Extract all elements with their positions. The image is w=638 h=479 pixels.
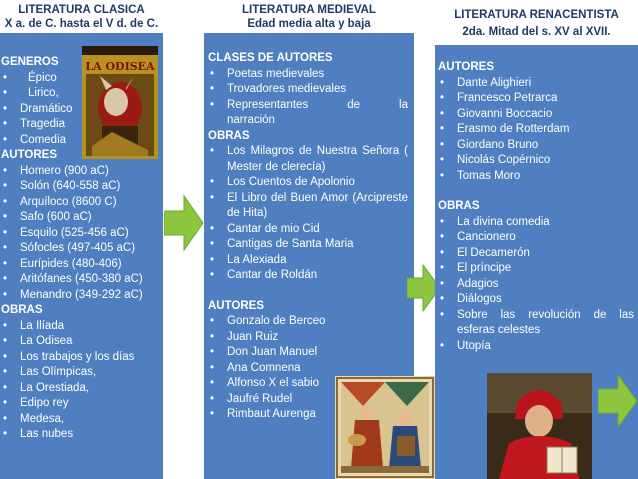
arrow-right-icon bbox=[598, 373, 638, 429]
list-item: • Dramático bbox=[1, 102, 163, 118]
list-obras bbox=[208, 144, 408, 284]
list-item: • Dante Alighieri bbox=[438, 76, 634, 92]
panel-title: LITERATURA MEDIEVAL bbox=[242, 4, 376, 16]
list-item: • El príncipe bbox=[438, 261, 634, 277]
list-item: • Las nubes bbox=[1, 427, 163, 443]
list-item: • Poetas medievales bbox=[208, 67, 408, 83]
list-item: • El Libro del Buen Amor (Arcipreste de Hita) bbox=[208, 191, 408, 222]
list-item: • Épico bbox=[1, 71, 163, 87]
list-obras bbox=[438, 215, 634, 355]
list-item: • Utopía bbox=[438, 339, 634, 355]
list-item: • El Decamerón bbox=[438, 246, 634, 262]
section-heading-obras: OBRAS bbox=[438, 200, 480, 212]
list-item: • Juan Ruiz bbox=[208, 330, 408, 346]
panel-header bbox=[0, 0, 163, 33]
section-heading-obras: OBRAS bbox=[208, 129, 250, 142]
list-item: • Edipo rey bbox=[1, 396, 163, 412]
list-autores bbox=[1, 164, 163, 304]
list-item: • Aritófanes (450-380 aC) bbox=[1, 272, 163, 288]
list-item: • La divina comedia bbox=[438, 215, 634, 231]
dante-portrait-image bbox=[487, 373, 592, 479]
list-item: • Sobre las revolución de las esferas celestes bbox=[438, 308, 634, 339]
medieval-musicians-image bbox=[335, 376, 435, 479]
list-item: • Tragedia bbox=[1, 117, 163, 133]
list-item: • La Odisea bbox=[1, 334, 163, 350]
panel-header bbox=[204, 0, 414, 33]
list-item: • Los Milagros de Nuestra Señora ( Mester de clerecía) bbox=[208, 144, 408, 175]
section-heading-autores: AUTORES bbox=[208, 299, 265, 312]
list-item: • Alfonso X el sabio bbox=[208, 376, 408, 392]
list-item: • Esquilo (525-456 aC) bbox=[1, 226, 163, 242]
list-item: • La Alexiada bbox=[208, 253, 408, 269]
list-item: • Lirico, bbox=[1, 86, 163, 102]
list-item: • Los trabajos y los días bbox=[1, 350, 163, 366]
list-item: • Erasmo de Rotterdam bbox=[438, 122, 634, 138]
arrow-right-icon bbox=[164, 194, 204, 252]
list-item: • Jaufré Rudel bbox=[208, 392, 408, 408]
list-item: • Gonzalo de Berceo bbox=[208, 314, 408, 330]
list-obras bbox=[1, 319, 163, 443]
list-item: • Menandro (349-292 aC) bbox=[1, 288, 163, 304]
panel-header bbox=[435, 0, 638, 45]
list-item: • Tomas Moro bbox=[438, 169, 634, 185]
list-clases bbox=[208, 67, 408, 129]
list-item: • Cantigas de Santa Maria bbox=[208, 237, 408, 253]
section-heading-clases: CLASES DE AUTORES bbox=[208, 52, 333, 64]
panel-subtitle: 2da. Mitad del s. XV al XVII. bbox=[462, 26, 611, 38]
list-item: • Eurípides (480-406) bbox=[1, 257, 163, 273]
list-item: • Trovadores medievales bbox=[208, 82, 408, 98]
section-heading-autores: AUTORES bbox=[1, 149, 58, 161]
panel-title: LITERATURA RENACENTISTA bbox=[454, 9, 619, 21]
list-item: • Ana Comnena bbox=[208, 361, 408, 377]
book-title-text: LA ODISEA bbox=[85, 60, 155, 73]
section-heading-autores: AUTORES bbox=[438, 61, 495, 73]
list-item: • Las Olímpicas, bbox=[1, 365, 163, 381]
list-item: • Sófocles (497-405 aC) bbox=[1, 241, 163, 257]
list-item: • Adagios bbox=[438, 277, 634, 293]
list-item: • Diálogos bbox=[438, 292, 634, 308]
section-heading-generos: GENEROS bbox=[1, 56, 59, 68]
list-item: • Nicolás Copérnico bbox=[438, 153, 634, 169]
odyssey-book-cover-image bbox=[82, 46, 158, 159]
panel-subtitle: Edad media alta y baja bbox=[247, 18, 371, 30]
section-heading-obras: OBRAS bbox=[1, 304, 43, 316]
list-item: • Solón (640-558 aC) bbox=[1, 179, 163, 195]
panel-subtitle: X a. de C. hasta el V d. de C. bbox=[4, 18, 159, 30]
list-item: • Medesa, bbox=[1, 412, 163, 428]
list-item: • Francesco Petrarca bbox=[438, 91, 634, 107]
list-item: • La Orestiada, bbox=[1, 381, 163, 397]
list-item: • Giovanni Boccacio bbox=[438, 107, 634, 123]
list-item: • Comedia bbox=[1, 133, 163, 149]
list-item: • Don Juan Manuel bbox=[208, 345, 408, 361]
list-item: • Cantar de Roldán bbox=[208, 268, 408, 284]
list-item: • La Ilíada bbox=[1, 319, 163, 335]
list-item: • Representantes de la narración bbox=[208, 98, 408, 129]
list-item: • Los Cuentos de Apolonio bbox=[208, 175, 408, 191]
list-item: • Arquíloco (8600 C) bbox=[1, 195, 163, 211]
list-item: • Cantar de mio Cid bbox=[208, 222, 408, 238]
list-item: • Cancionero bbox=[438, 230, 634, 246]
list-autores bbox=[438, 76, 634, 185]
list-item: • Homero (900 aC) bbox=[1, 164, 163, 180]
list-item: • Giordano Bruno bbox=[438, 138, 634, 154]
list-item: • Safo (600 aC) bbox=[1, 210, 163, 226]
panel-title: LITERATURA CLASICA bbox=[18, 4, 145, 16]
list-item: • Rimbaut Aurenga bbox=[208, 407, 408, 423]
